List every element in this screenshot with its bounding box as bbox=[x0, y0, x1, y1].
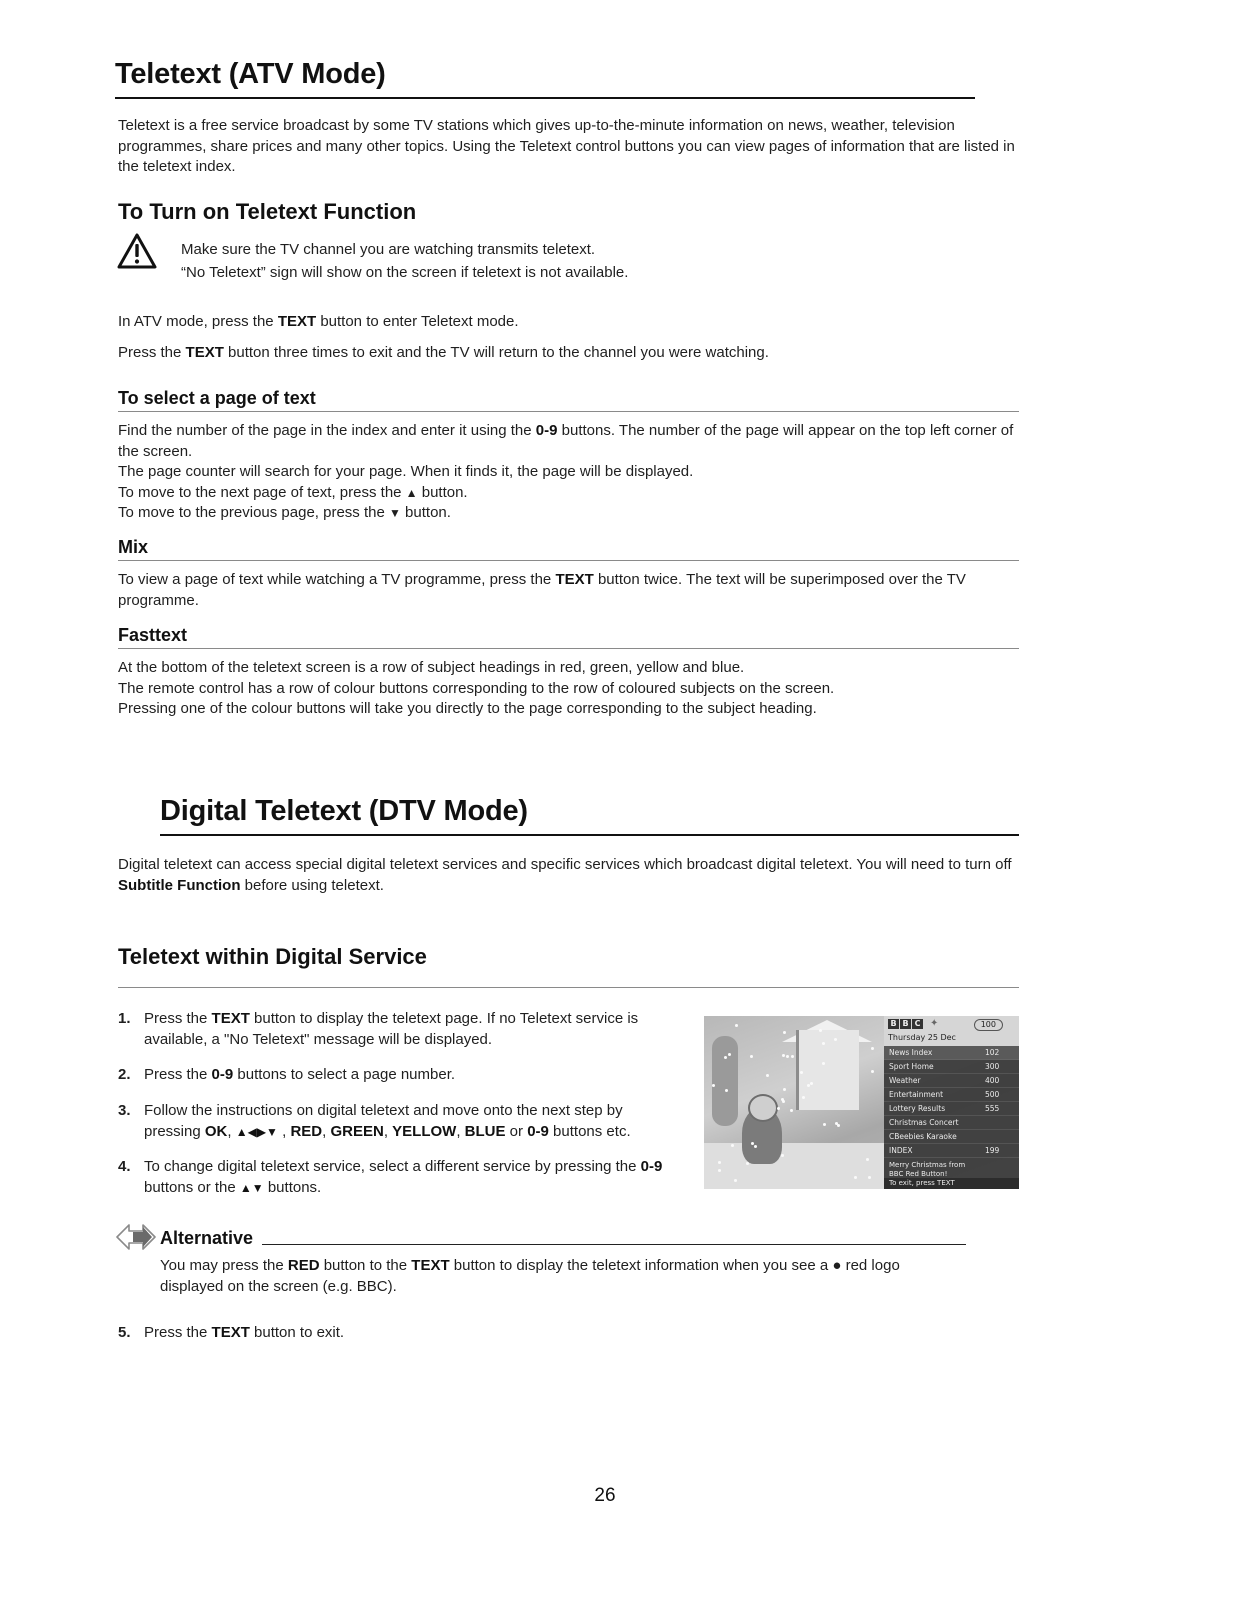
snowflake bbox=[866, 1158, 869, 1161]
snowflake bbox=[810, 1082, 813, 1085]
dtv-title-underline bbox=[160, 834, 1019, 836]
teletext-exit-hint: To exit, press TEXT bbox=[884, 1178, 1019, 1189]
navigation-arrows-icon: ▲◀▶▼ bbox=[235, 1124, 278, 1139]
snowflake bbox=[786, 1055, 789, 1058]
snowflake bbox=[777, 1107, 780, 1110]
scene-house bbox=[796, 1030, 859, 1110]
warning-icon bbox=[116, 232, 158, 270]
step-3: 3. Follow the instructions on digital teletext and move onto the next step by pressing OK, ▲◀▶▼ , RED, GREEN, YELLOW, BLUE or 0-9 buttons etc. bbox=[118, 1102, 631, 1140]
teletext-header bbox=[884, 1016, 1019, 1046]
teletext-screen-image bbox=[704, 1016, 1019, 1189]
fasttext-heading: Fasttext bbox=[118, 625, 188, 645]
step-5: 5. Press the TEXT button to exit. bbox=[118, 1324, 345, 1341]
snowflake bbox=[735, 1024, 738, 1027]
teletext-message: Merry Christmas from BBC Red Button! bbox=[889, 1161, 966, 1178]
mix-rule bbox=[118, 560, 1019, 561]
sparkle-icon: ✦ bbox=[930, 1018, 939, 1029]
select-page-rule bbox=[118, 411, 1019, 412]
snowflake bbox=[718, 1161, 721, 1164]
step-4: 4. To change digital teletext service, select a different service by pressing the 0-9 buttons or the ▲▼ buttons. bbox=[118, 1158, 663, 1196]
snowflake bbox=[822, 1062, 825, 1065]
fasttext-body: At the bottom of the teletext screen is a row of subject headings in red, green, yellow and blue. The remote control has a row of colour buttons corresponding to the row of coloured subjects on the screen. Pressing one of the colour buttons will take you directly to the page corresponding to the subject heading. bbox=[118, 659, 835, 717]
alternative-arrow-icon bbox=[115, 1221, 157, 1253]
alternative-body: You may press the RED button to the TEXT button to display the teletext information when you see a ● red logo displayed on the screen (e.g. BBC). bbox=[160, 1257, 900, 1295]
bbc-logo: B B C bbox=[888, 1019, 923, 1029]
snowflake bbox=[718, 1169, 721, 1172]
teletext-row: Sport Home 300 bbox=[884, 1060, 1019, 1074]
snowflake bbox=[868, 1176, 871, 1179]
snowflake bbox=[731, 1144, 734, 1147]
step-2: 2. Press the 0-9 buttons to select a page number. bbox=[118, 1066, 456, 1083]
snowflake bbox=[781, 1154, 784, 1157]
snowflake bbox=[822, 1042, 825, 1045]
teletext-row: Lottery Results 555 bbox=[884, 1102, 1019, 1116]
digital-service-heading: Teletext within Digital Service bbox=[118, 944, 427, 969]
turn-on-heading: To Turn on Teletext Function bbox=[118, 199, 417, 224]
snowflake bbox=[783, 1088, 786, 1091]
teletext-row: CBeebies Karaoke bbox=[884, 1130, 1019, 1144]
title-underline bbox=[115, 97, 975, 99]
select-page-heading: To select a page of text bbox=[118, 388, 316, 408]
page-number: 26 bbox=[594, 1485, 616, 1506]
warning-line-1: Make sure the TV channel you are watching transmits teletext. bbox=[181, 241, 596, 258]
atv-intro: Teletext is a free service broadcast by some TV stations which gives up-to-the-minute information on news, weather, television programmes, share prices and many other topics. Using the Teletext control buttons you can view pages of information that are listed in the teletext index. bbox=[118, 117, 1015, 175]
dtv-intro: Digital teletext can access special digital teletext services and specific services which broadcast digital teletext. You will need to turn off Subtitle Function before using teletext. bbox=[118, 856, 1012, 894]
snowflake bbox=[854, 1176, 857, 1179]
digital-service-rule bbox=[118, 987, 1019, 988]
snowflake bbox=[800, 1071, 803, 1074]
teletext-row: Weather 400 bbox=[884, 1074, 1019, 1088]
snowflake bbox=[750, 1055, 753, 1058]
snowflake bbox=[746, 1162, 749, 1165]
snowflake bbox=[790, 1109, 793, 1112]
snowflake bbox=[724, 1056, 727, 1059]
fasttext-rule bbox=[118, 648, 1019, 649]
snowflake bbox=[791, 1055, 794, 1058]
teletext-row: Christmas Concert bbox=[884, 1116, 1019, 1130]
snowflake bbox=[728, 1053, 731, 1056]
select-page-body: Find the number of the page in the index and enter it using the 0-9 buttons. The number of the page will appear on the top left corner of the screen. The page counter will search for your page. When it finds it, the page will be displayed. To move to the next page of text, press the ▲ button. To move to the previous page, press the ▼ button. bbox=[118, 422, 1014, 521]
warning-line-2: “No Teletext” sign will show on the screen if teletext is not available. bbox=[181, 264, 629, 281]
teletext-row: News Index 102 bbox=[884, 1046, 1019, 1060]
snowflake bbox=[766, 1074, 769, 1077]
snowflake bbox=[871, 1047, 874, 1050]
alternative-rule bbox=[262, 1244, 966, 1245]
scene-tree bbox=[712, 1036, 738, 1126]
snowflake bbox=[712, 1084, 715, 1087]
teletext-date: Thursday 25 Dec bbox=[888, 1033, 956, 1042]
snowflake bbox=[725, 1089, 728, 1092]
up-arrow-icon: ▲ bbox=[405, 485, 418, 500]
exit-teletext-text: Press the TEXT button three times to exit and the TV will return to the channel you were watching. bbox=[118, 344, 769, 361]
snowflake bbox=[751, 1142, 754, 1145]
teletext-row: INDEX 199 bbox=[884, 1144, 1019, 1158]
page-title-dtv: Digital Teletext (DTV Mode) bbox=[160, 795, 528, 827]
page-title-atv: Teletext (ATV Mode) bbox=[115, 58, 386, 90]
snowflake bbox=[835, 1122, 838, 1125]
snowflake bbox=[754, 1145, 757, 1148]
snowflake bbox=[802, 1096, 805, 1099]
step-1: 1. Press the TEXT button to display the teletext page. If no Teletext service is available, a "No Teletext" message will be displayed. bbox=[118, 1010, 639, 1048]
snowflake bbox=[834, 1038, 837, 1041]
teletext-panel bbox=[884, 1016, 1019, 1189]
mix-heading: Mix bbox=[118, 537, 149, 557]
teletext-page-number: 100 bbox=[974, 1019, 1003, 1031]
red-dot-icon: ● bbox=[832, 1257, 842, 1274]
teletext-row: Entertainment 500 bbox=[884, 1088, 1019, 1102]
scene-character-head bbox=[748, 1094, 778, 1122]
alternative-heading: Alternative bbox=[160, 1228, 254, 1248]
enter-teletext-text: In ATV mode, press the TEXT button to enter Teletext mode. bbox=[118, 313, 519, 330]
snowflake bbox=[819, 1029, 822, 1032]
up-down-arrows-icon: ▲▼ bbox=[239, 1180, 264, 1195]
scene-ground bbox=[704, 1143, 884, 1189]
mix-body: To view a page of text while watching a TV programme, press the TEXT button twice. The text will be superimposed over the TV programme. bbox=[118, 571, 966, 609]
snowflake bbox=[783, 1031, 786, 1034]
snowflake bbox=[781, 1098, 784, 1101]
down-arrow-icon: ▼ bbox=[389, 506, 401, 520]
snowflake bbox=[734, 1179, 737, 1182]
snowflake bbox=[782, 1054, 785, 1057]
snowflake bbox=[871, 1070, 874, 1073]
snowflake bbox=[823, 1123, 826, 1126]
